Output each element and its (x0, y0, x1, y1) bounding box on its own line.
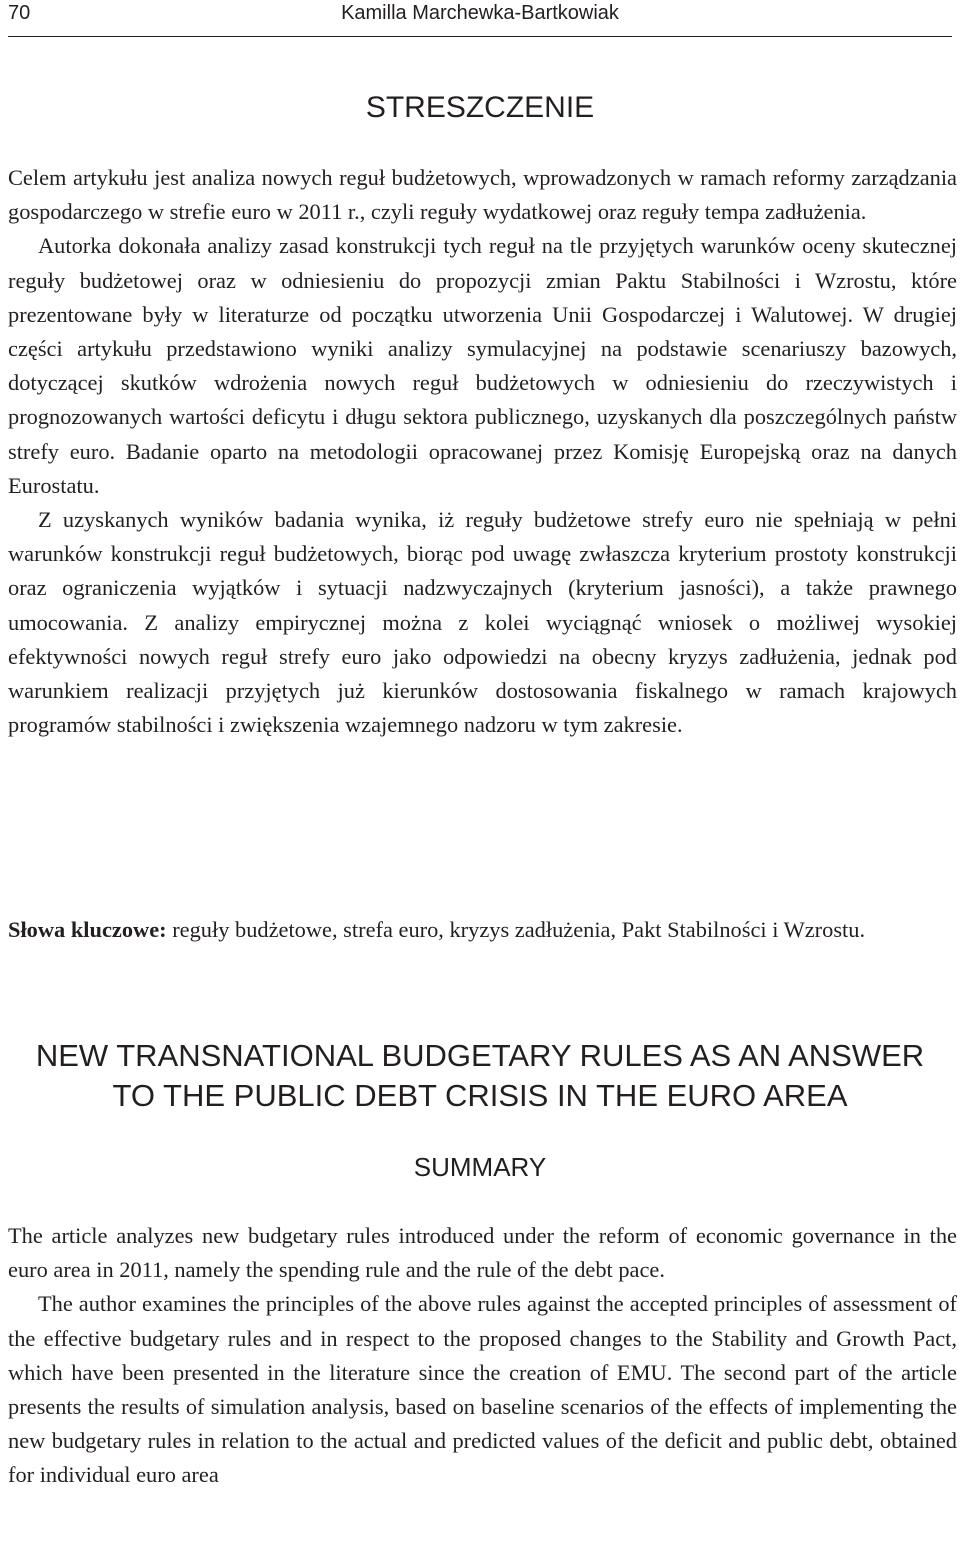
abstract-body-pl (8, 161, 957, 742)
abstract-heading-pl: STRESZCZENIE (365, 91, 595, 124)
summary-heading: SUMMARY (413, 1152, 547, 1182)
summary-paragraph-1: The article analyzes new budgetary rules introduced under the reform of economic governance in the euro area in 2011, namely the spending rule and the rule of the debt pace. (8, 1223, 957, 1283)
english-title-line-1: NEW TRANSNATIONAL BUDGETARY RULES AS AN ANSWER (35, 1038, 925, 1073)
summary-body (8, 1219, 957, 1493)
abstract-paragraph-pl-1: Celem artykułu jest analiza nowych reguł budżetowych, wprowadzonych w ramach reformy zarządzania gospodarczego w strefie euro w 2011 r., czyli reguły wydatkowej oraz reguły tempa zadłużenia. (8, 165, 957, 225)
keywords-block (8, 913, 957, 947)
page-number: 70 (8, 2, 31, 24)
summary-paragraph-2: The author examines the principles of the above rules against the accepted principles of assessment of the effective budgetary rules and in respect to the proposed changes to the Stability and Growth Pact, which have been presented in the literature since the creation of EMU. The second part of the article presents the results of simulation analysis, based on baseline scenarios of the effects of implementing the new budgetary rules in relation to the actual and predicted values of the deficit and public debt, obtained for individual euro area (8, 1291, 957, 1488)
keywords-text: reguły budżetowe, strefa euro, kryzys zadłużenia, Pakt Stabilności i Wzrostu. (172, 917, 866, 942)
abstract-paragraph-pl-2: Autorka dokonała analizy zasad konstrukcji tych reguł na tle przyjętych warunków oceny skutecznej reguły budżetowej oraz w odniesieniu do propozycji zmian Paktu Stabilności i Wzrostu, które prezentowane były w literaturze od początku utworzenia Unii Gospodarczej i Walutowej. W drugiej części artykułu przedstawiono wyniki analizy symulacyjnej na podstawie scenariuszy bazowych, dotyczącej skutków wdrożenia nowych reguł budżetowych w odniesieniu do rzeczywistych i prognozowanych wartości deficytu i długu sektora publicznego, uzyskanych dla poszczególnych państw strefy euro. Badanie oparto na metodologii opracowanej przez Komisję Europejską oraz na danych Eurostatu. (8, 233, 957, 498)
running-head-author: Kamilla Marchewka-Bartkowiak (341, 2, 619, 24)
header-rule (8, 36, 952, 37)
running-head (8, 0, 952, 30)
english-title-line-2: TO THE PUBLIC DEBT CRISIS IN THE EURO AREA (112, 1078, 848, 1113)
abstract-paragraph-pl-3: Z uzyskanych wyników badania wynika, iż reguły budżetowe strefy euro nie spełniają w pełni warunków konstrukcji reguł budżetowych, biorąc pod uwagę zwłaszcza kryterium prostoty konstrukcji oraz ograniczenia wyjątków i sytuacji nadzwyczajnych (kryterium jasności), a także prawnego umocowania. Z analizy empirycznej można z kolei wyciągnąć wniosek o możliwej wysokiej efektywności nowych reguł strefy euro jako odpowiedzi na obecny kryzys zadłużenia, jednak pod warunkiem realizacji przyjętych już kierunków dostosowania fiskalnego w ramach krajowych programów stabilności i zwiększenia wzajemnego nadzoru w tym zakresie. (8, 507, 957, 738)
keywords-label: Słowa kluczowe: (8, 917, 167, 942)
english-title (8, 1036, 952, 1116)
